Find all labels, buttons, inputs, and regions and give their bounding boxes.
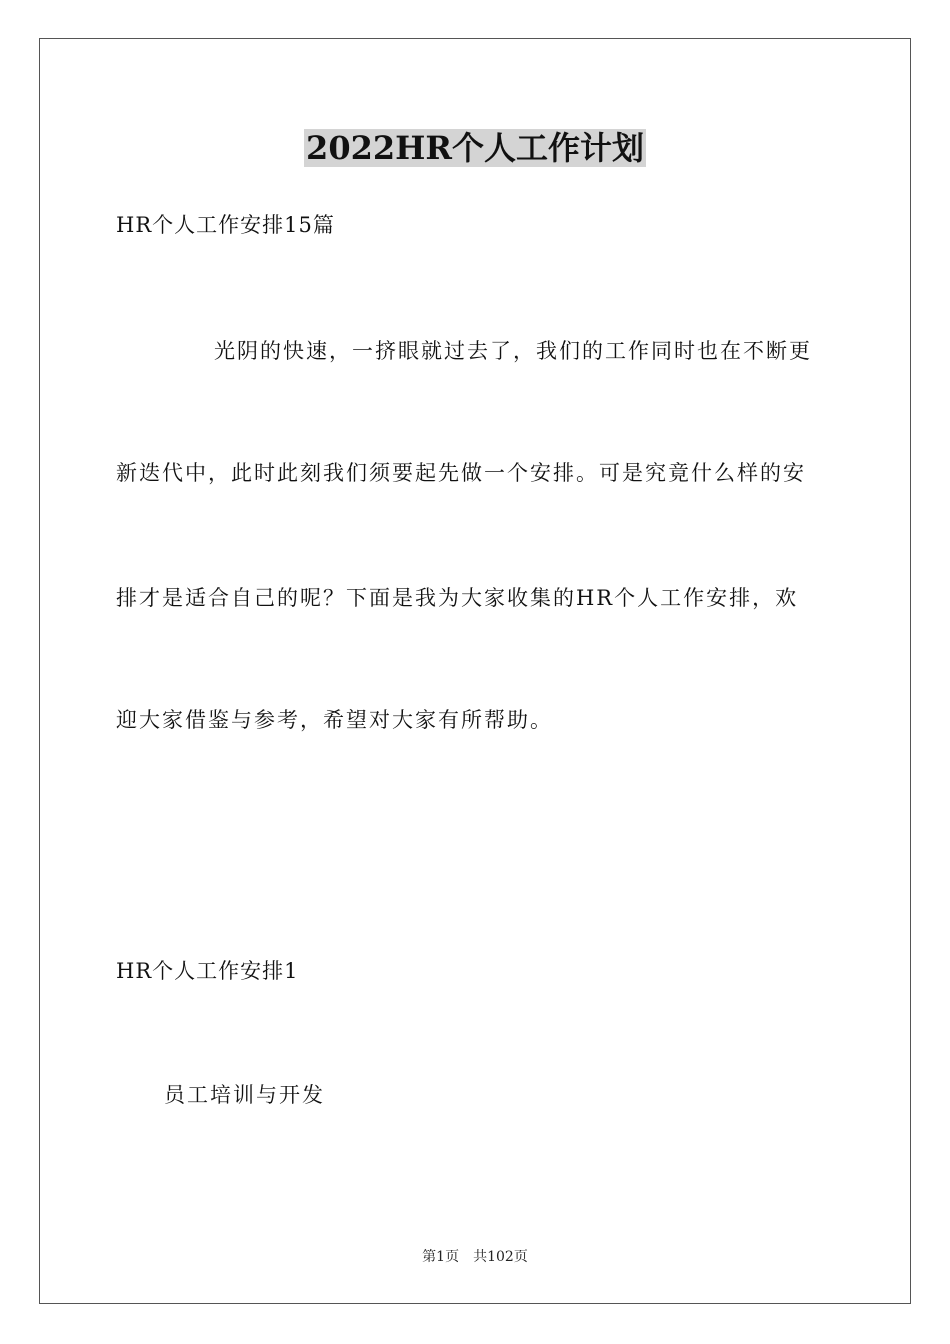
intro-line-2: 新迭代中，此时此刻我们须要起先做一个安排。可是究竟什么样的安 xyxy=(116,461,806,485)
section-item: 员工培训与开发 xyxy=(164,1083,325,1107)
intro-line-1: 光阴的快速，一挤眼就过去了，我们的工作同时也在不断更 xyxy=(214,339,812,363)
document-title xyxy=(0,126,950,170)
page-footer xyxy=(0,1247,950,1267)
document-subtitle: HR个人工作安排15篇 xyxy=(116,213,335,237)
intro-line-4: 迎大家借鉴与参考，希望对大家有所帮助。 xyxy=(116,708,553,732)
page-total: 共102页 xyxy=(473,1249,528,1265)
document-title-text: 2022HR个人工作计划 xyxy=(306,129,644,167)
section-heading: HR个人工作安排1 xyxy=(116,959,299,983)
intro-line-3: 排才是适合自己的呢？下面是我为大家收集的HR个人工作安排，欢 xyxy=(116,586,799,610)
page-number: 第1页 xyxy=(422,1249,460,1265)
